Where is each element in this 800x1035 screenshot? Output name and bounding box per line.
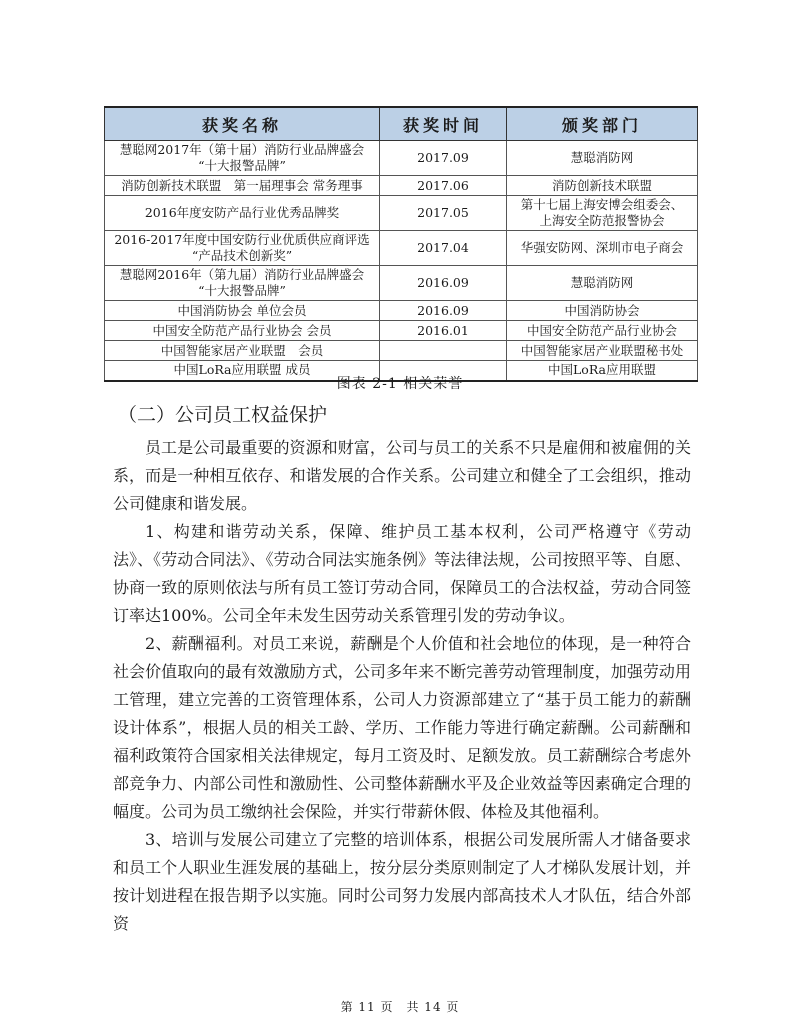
award-name-cell-line: 中国智能家居产业联盟 会员 [160, 342, 324, 358]
paragraph: 1、构建和谐劳动关系，保障、维护员工基本权利，公司严格遵守《劳动法》、《劳动合同法》、《劳动合同法实施条例》等法律法规，公司按照平等、自愿、协商一致的原则依法与所有员工签订劳动合同，保障员工的合法权益，劳动合同签订率达100%。公司全年未发生因劳动关系管理引发的劳动争议。 [113, 522, 691, 625]
table-caption: 图表 2-1 相关荣誉 [336, 376, 464, 392]
award-name-cell [105, 196, 380, 231]
awards-table [104, 106, 698, 382]
award-name-cell-line: “十大报警品牌” [198, 158, 286, 173]
award-dept-cell-line: 华强安防网、深圳市电子商会 [520, 240, 684, 255]
award-name-cell-line: 2016年度安防产品行业优秀品牌奖 [144, 205, 340, 220]
table-row [105, 341, 698, 361]
section-heading: （二）公司员工权益保护 [118, 404, 328, 426]
award-name-cell-line: 消防创新技术联盟 第一届理事会 常务理事 [121, 177, 363, 193]
table-row [105, 141, 698, 176]
table-row [105, 196, 698, 231]
paragraph: 3、培训与发展公司建立了完整的培训体系，根据公司发展所需人才储备要求和员工个人职业生涯发展的基础上，按分层分类原则制定了人才梯队发展计划，并按计划进程在报告期予以实施。同时公司努力发展内部高技术人才队伍，结合外部资 [113, 830, 691, 933]
award-name-cell-line: 慧聪网2016年（第九届）消防行业品牌盛会 [119, 267, 365, 282]
award-name-cell-line: “十大报警品牌” [198, 283, 286, 298]
award-dept-cell-line: 慧聪消防网 [570, 275, 634, 290]
award-name-cell [105, 321, 380, 341]
award-name-cell [105, 301, 380, 321]
award-name-cell [105, 231, 380, 266]
award-time-cell: 2017.04 [380, 231, 507, 266]
award-dept-cell [507, 341, 698, 361]
header-award-name: 获奖名称 [105, 107, 380, 141]
paragraph: 员工是公司最重要的资源和财富，公司与员工的关系不只是雇佣和被雇佣的关系，而是一种相互依存、和谐发展的合作关系。公司建立和健全了工会组织，推动公司健康和谐发展。 [113, 438, 691, 513]
award-dept-cell-line: 第十七届上海安博会组委会、 [520, 197, 684, 212]
award-dept-cell [507, 266, 698, 301]
award-dept-cell [507, 176, 698, 196]
table-header-row [105, 107, 698, 141]
award-time-cell: 2017.05 [380, 196, 507, 231]
award-name-cell [105, 141, 380, 176]
award-time-cell [380, 341, 507, 361]
award-name-cell-line: “产品技术创新奖” [191, 248, 293, 263]
award-name-cell-line: 2016-2017年度中国安防行业优质供应商评选 [114, 232, 370, 247]
award-name-cell [105, 341, 380, 361]
body-text [113, 434, 691, 938]
award-dept-cell-line: 消防创新技术联盟 [551, 177, 652, 193]
award-dept-cell [507, 301, 698, 321]
award-name-cell-line: 中国LoRa应用联盟 成员 [173, 362, 311, 378]
award-name-cell-line: 中国消防协会 单位会员 [177, 302, 307, 318]
award-dept-cell-line: 中国消防协会 [564, 302, 640, 318]
award-dept-cell [507, 196, 698, 231]
award-name-cell-line: 慧聪网2017年（第十届）消防行业品牌盛会 [119, 142, 365, 157]
award-time-cell: 2016.01 [380, 321, 507, 341]
award-name-cell [105, 266, 380, 301]
header-award-time: 获奖时间 [380, 107, 507, 141]
table-row [105, 231, 698, 266]
award-dept-cell [507, 141, 698, 176]
award-time-cell: 2017.09 [380, 141, 507, 176]
header-award-dept: 颁奖部门 [507, 107, 698, 141]
award-time-cell: 2016.09 [380, 266, 507, 301]
page-footer: 第 11 页 共 14 页 [340, 1000, 460, 1014]
award-dept-cell-line: 中国安全防范产品行业协会 [526, 322, 677, 338]
table-row [105, 321, 698, 341]
paragraph: 2、薪酬福利。对员工来说，薪酬是个人价值和社会地位的体现，是一种符合社会价值取向的最有效激励方式，公司多年来不断完善劳动管理制度，加强劳动用工管理，建立完善的工资管理体系，公司人力资源部建立了“基于员工能力的薪酬设计体系”，根据人员的相关工龄、学历、工作能力等进行确定薪酬。公司薪酬和福利政策符合国家相关法律规定，每月工资及时、足额发放。员工薪酬综合考虑外部竞争力、内部公司性和激励性、公司整体薪酬水平及企业效益等因素确定合理的幅度。公司为员工缴纳社会保险，并实行带薪休假、体检及其他福利。 [113, 634, 691, 821]
table-row [105, 266, 698, 301]
award-time-cell: 2016.09 [380, 301, 507, 321]
award-dept-cell [507, 231, 698, 266]
award-dept-cell-line: 中国LoRa应用联盟 [548, 362, 656, 378]
award-name-cell-line: 中国安全防范产品行业协会 会员 [152, 322, 332, 338]
award-dept-cell-line: 上海安全防范报警协会 [539, 213, 665, 228]
award-dept-cell-line: 慧聪消防网 [570, 150, 634, 165]
award-dept-cell-line: 中国智能家居产业联盟秘书处 [520, 342, 684, 358]
table-row [105, 176, 698, 196]
award-name-cell [105, 176, 380, 196]
award-dept-cell [507, 321, 698, 341]
table-row [105, 301, 698, 321]
award-time-cell: 2017.06 [380, 176, 507, 196]
